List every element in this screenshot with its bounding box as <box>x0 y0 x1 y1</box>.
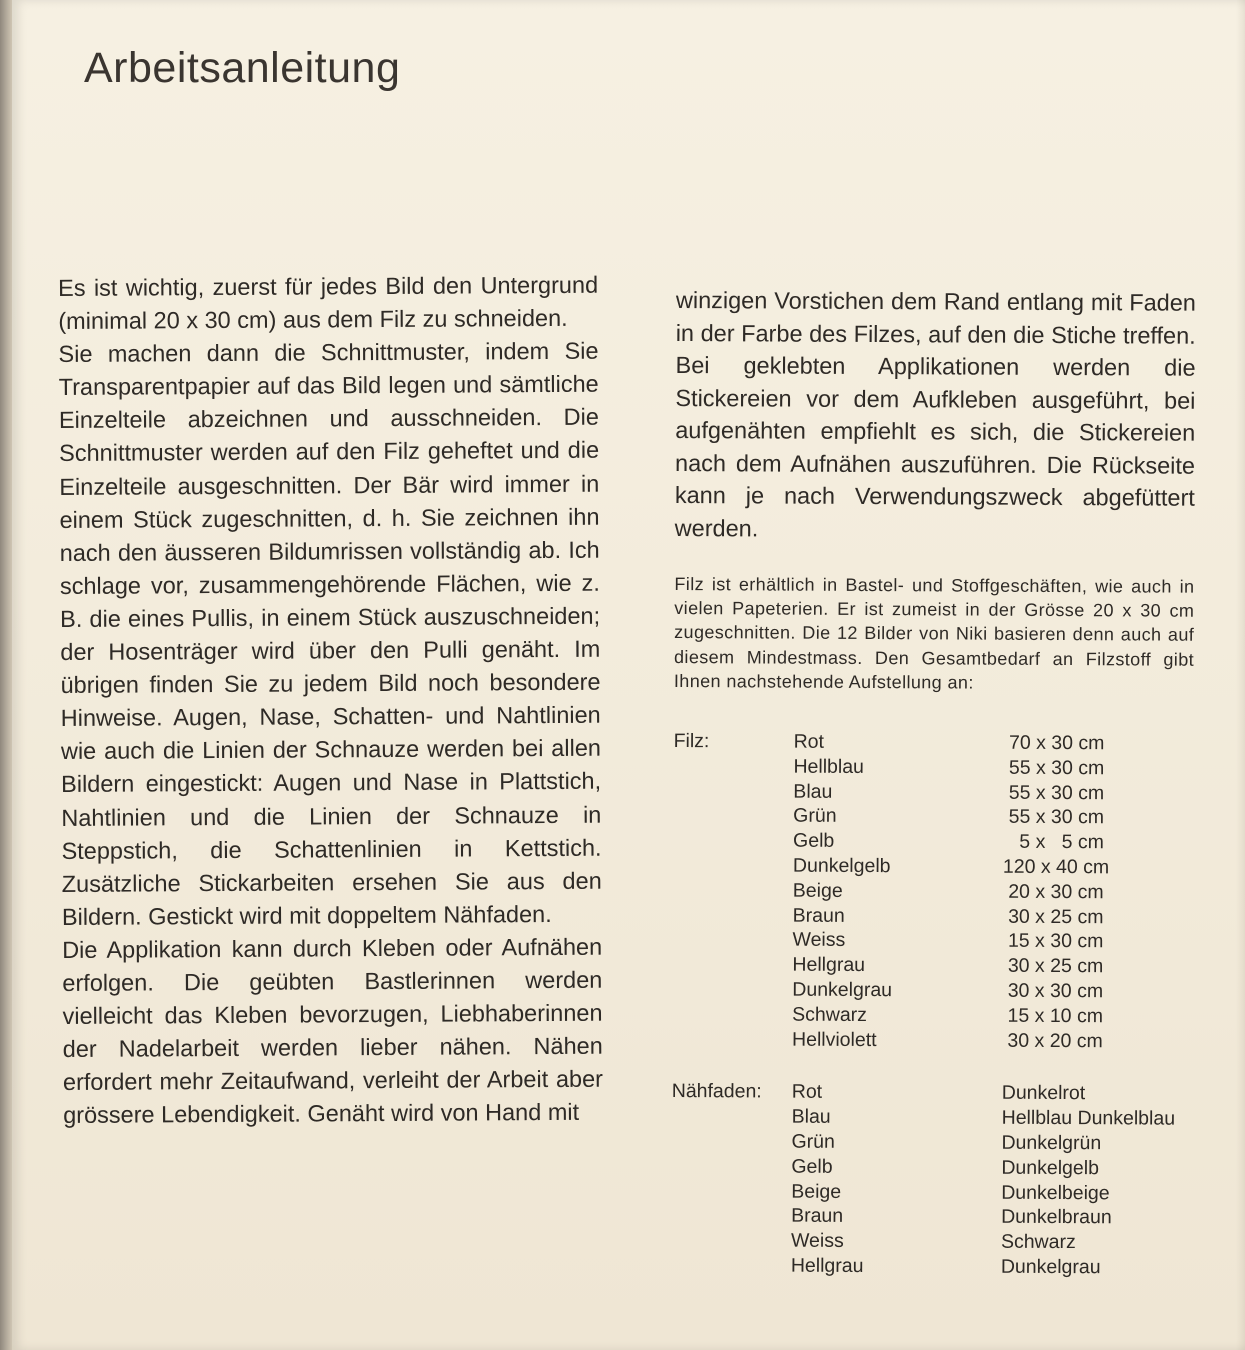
felt-size: 15 x 10 cm <box>1002 1004 1104 1028</box>
list-item <box>672 1002 1192 1030</box>
thread-requirements-list <box>671 1079 1192 1280</box>
thread-label: Nähfaden: <box>671 1080 762 1103</box>
paragraph-felt-info: Filz ist erhältlich in Bastel- und Stoffgeschäften, wie auch in vielen Papeterien. Er ist zumeist in der Grösse 20 x 30 cm zugeschnitten. Die 12 Bilder von Niki basieren denn auch auf diesem Mindestmass. Den Gesamtbedarf an Filzstoff gibt Ihnen nachstehende Aufstellung an: <box>673 573 1195 693</box>
page-edge-shadow <box>1236 0 1245 1350</box>
paragraph-continuation: winzigen Vorstichen dem Rand entlang mit Faden in der Farbe des Filzes, auf den die Stiche treffen. Bei geklebten Applikationen werden die Stickereien vor dem Aufkleben ausgeführt, bei aufgenähten empfiehlt es sich, die Stickereien nach dem Aufnähen auszuführen. Die Rückseite kann je nach Verwendungszweck abgefüttert werden. <box>674 286 1196 541</box>
felt-color: Beige <box>792 879 843 902</box>
list-item <box>673 878 1193 906</box>
page-title: Arbeitsanleitung <box>84 44 401 92</box>
thread-dark-color: Schwarz <box>1000 1230 1076 1254</box>
thread-dark-color: Dunkelbeige <box>1001 1181 1110 1204</box>
thread-dark-color: Dunkelgelb <box>1001 1156 1100 1179</box>
thread-color: Gelb <box>791 1155 833 1178</box>
thread-color: Hellgrau <box>790 1254 864 1277</box>
felt-size: 5 x 5 cm <box>1003 830 1104 854</box>
felt-color: Hellviolett <box>791 1028 877 1051</box>
thread-dark-color: Dunkelrot <box>1001 1082 1086 1105</box>
list-item <box>672 952 1192 980</box>
felt-size: 20 x 30 cm <box>1002 880 1104 904</box>
thread-color: Grün <box>791 1130 835 1153</box>
list-item <box>673 803 1193 831</box>
felt-size: 30 x 25 cm <box>1002 905 1104 928</box>
felt-color: Schwarz <box>792 1003 868 1026</box>
paragraph-intro: Es ist wichtig, zuerst für jedes Bild den Untergrund (minimal 20 x 30 cm) aus dem Filz zu schneiden. <box>58 271 599 335</box>
felt-color: Weiss <box>792 929 846 952</box>
list-item <box>673 754 1193 782</box>
list-item <box>671 1253 1191 1281</box>
book-spine-shadow <box>0 0 12 1350</box>
list-item <box>672 977 1192 1005</box>
thread-color: Blau <box>791 1105 831 1128</box>
felt-color: Gelb <box>793 829 835 853</box>
list-item <box>671 1228 1191 1256</box>
list-item <box>671 1154 1191 1182</box>
book-page <box>12 0 1245 1350</box>
felt-size: 55 x 30 cm <box>1003 781 1105 804</box>
felt-color: Hellblau <box>793 755 865 778</box>
list-item <box>671 1179 1191 1207</box>
thread-color: Weiss <box>790 1229 844 1253</box>
felt-size: 15 x 30 cm <box>1002 930 1104 953</box>
felt-size: 55 x 30 cm <box>1003 806 1105 829</box>
felt-size: 70 x 30 cm <box>1003 731 1105 755</box>
list-item <box>672 1104 1192 1132</box>
thread-dark-color: Dunkelgrün <box>1001 1131 1102 1155</box>
list-item <box>674 729 1194 757</box>
thread-color: Beige <box>791 1180 842 1203</box>
felt-label: Filz: <box>673 730 710 753</box>
thread-dark-color: Dunkelbraun <box>1001 1206 1112 1229</box>
felt-requirements-list <box>672 729 1194 1054</box>
list-item <box>672 1079 1192 1107</box>
list-item <box>672 1027 1192 1055</box>
right-text-column <box>671 284 1196 1280</box>
thread-dark-color: Hellblau Dunkelblau <box>1001 1106 1176 1130</box>
felt-color: Dunkelgelb <box>792 854 891 878</box>
paragraph-pattern-instructions: Sie machen dann die Schnittmuster, indem Sie Transparentpapier auf das Bild legen und sämtliche Einzelteile abzeichnen und ausschneiden. Die Schnittmuster werden auf den Filz geheftet und die Einzelteile ausgeschnitten. Der Bär wird immer in einem Stück zugeschnitten, d. h. Sie zeichnen ihn nach den äusseren Bildumrissen vollständig ab. Ich schlage vor, zusammengehörende Flächen, wie z. B. die eines Pullis, in einem Stück auszuschneiden; der Hosenträger wird über den Pulli genäht. Im übrigen finden Sie zu jedem Bild noch besondere Hinweise. Augen, Nase, Schatten- und Nahtlinien wie auch die Linien der Schnauze werden bei allen Bildern eingestickt: Augen und Nase in Plattstich, Nahtlinien und die Linien der Schnauze in Steppstich, die Schattenlinien in Kettstich. Zusätzliche Stickarbeiten ersehen Sie aus den Bildern. Gestickt wird mit doppeltem Nähfaden. <box>58 337 602 930</box>
thread-color: Braun <box>791 1204 844 1228</box>
list-item <box>673 828 1193 856</box>
felt-color: Blau <box>793 780 833 803</box>
list-item <box>673 903 1193 931</box>
thread-dark-color: Dunkelgrau <box>1000 1255 1101 1279</box>
list-item <box>673 779 1193 807</box>
paragraph-application: Die Applikation kann durch Kleben oder Aufnähen erfolgen. Die geübten Bastlerinnen werden vielleicht das Kleben bevorzugen, Liebhaberinnen der Nadelarbeit werden lieber nähen. Nähen erfordert mehr Zeitaufwand, verleiht der Arbeit aber grössere Lebendigkeit. Genäht wird von Hand mit <box>62 933 604 1129</box>
thread-color: Rot <box>791 1080 823 1104</box>
felt-size: 55 x 30 cm <box>1003 756 1105 780</box>
felt-color: Grün <box>793 805 837 828</box>
felt-size: 120 x 40 cm <box>1002 855 1110 879</box>
felt-color: Dunkelgrau <box>792 978 893 1002</box>
list-item <box>673 927 1193 955</box>
felt-color: Hellgrau <box>792 953 866 977</box>
felt-size: 30 x 20 cm <box>1001 1029 1103 1052</box>
felt-size: 30 x 25 cm <box>1002 954 1104 978</box>
felt-size: 30 x 30 cm <box>1002 979 1104 1003</box>
left-text-column <box>58 269 603 1133</box>
felt-color: Braun <box>792 904 845 927</box>
list-item <box>671 1203 1191 1231</box>
felt-color: Rot <box>793 730 825 753</box>
list-item <box>671 1129 1191 1157</box>
list-item <box>673 853 1193 881</box>
